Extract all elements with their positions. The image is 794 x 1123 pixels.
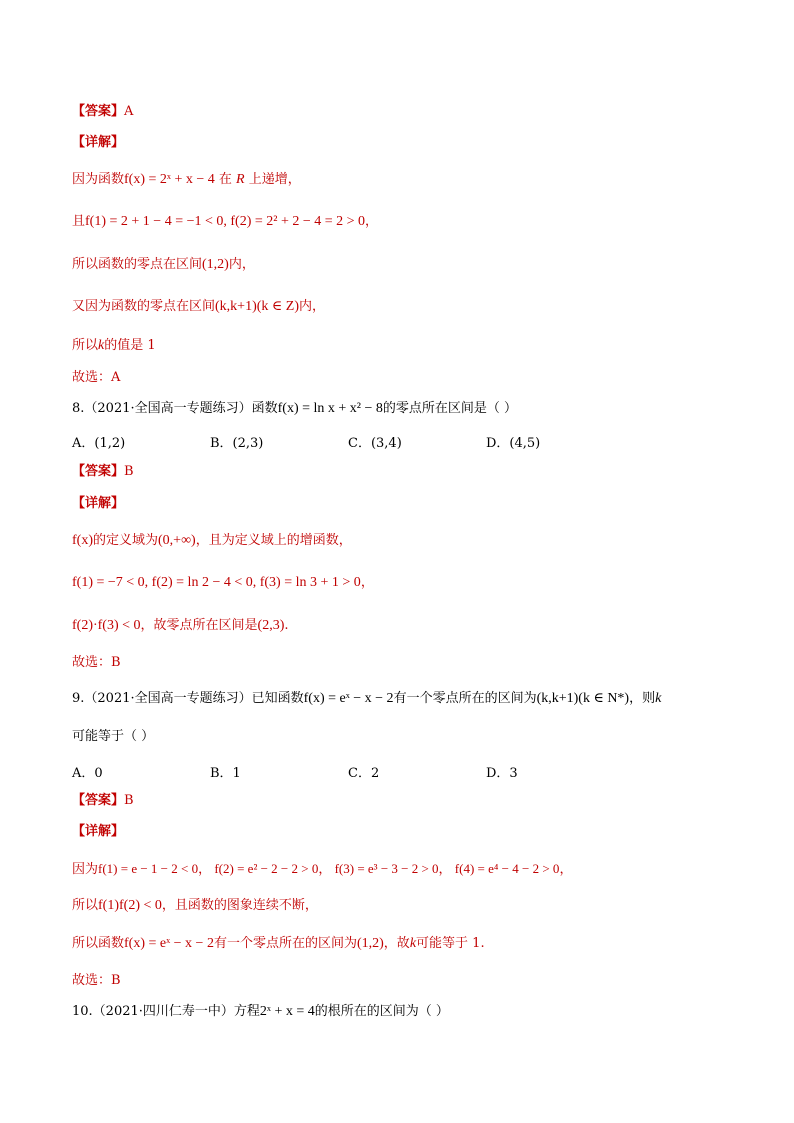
- option-a: A．0: [72, 766, 103, 781]
- option-c: C．(3,4): [348, 436, 402, 451]
- question-10-stem: 10.（2021·四川仁寿一中）方程2ˣ + x = 4的根所在的区间为（ ）: [72, 1004, 449, 1019]
- detail-tag: 【详解】: [72, 135, 125, 150]
- detail-line: f(2)·f(3) < 0，故零点所在区间是(2,3).: [72, 618, 289, 633]
- detail-tag-9: [72, 824, 124, 840]
- detail-line: 又因为函数的零点在区间(k,k+1)(k ∈ Z)内，: [72, 299, 325, 314]
- answer-line-8: [72, 464, 134, 480]
- option-c: C．2: [348, 766, 380, 781]
- answer-line-9: [72, 793, 134, 809]
- detail-line: 所以k的值是 1: [72, 338, 156, 353]
- detail-tag-8: [72, 496, 124, 512]
- detail-line: 因为f(1) = e − 1 − 2 < 0， f(2) = e² − 2 − 2 > 0， f(3) = e³ − 3 − 2 > 0， f(4) = e⁴ − 4 − 2 > 0，: [72, 861, 573, 877]
- choice-line: 故选：B: [72, 655, 121, 670]
- answer-line-1: [72, 104, 133, 120]
- detail-line: f(x)的定义域为(0,+∞)，且为定义域上的增函数，: [72, 533, 352, 548]
- detail-line: 所以函数的零点在区间(1,2)内，: [72, 257, 255, 272]
- question-9-stem-line2: 可能等于（ ）: [72, 729, 155, 744]
- option-b: B．1: [210, 766, 241, 781]
- choice-line: 故选：B: [72, 973, 121, 988]
- detail-tag: 【详解】: [72, 496, 125, 511]
- detail-line: 所以函数f(x) = eˣ − x − 2有一个零点所在的区间为(1,2)，故k可能等于 1.: [72, 936, 485, 951]
- detail-tag: 【详解】: [72, 824, 125, 839]
- detail-tag-1: [72, 135, 124, 151]
- detail-line: 且f(1) = 2 + 1 − 4 = −1 < 0, f(2) = 2² + 2 − 4 = 2 > 0，: [72, 214, 379, 229]
- detail-line: 因为函数f(x) = 2ˣ + x − 4 在 R 上递增，: [72, 172, 301, 187]
- answer-tag: 【答案】: [72, 464, 125, 479]
- answer-value: A: [124, 104, 134, 119]
- choice-line: 故选：A: [72, 370, 121, 385]
- answer-value: B: [124, 464, 134, 479]
- answer-value: B: [124, 793, 134, 808]
- option-d: D．3: [486, 766, 518, 781]
- question-9-stem: 9.（2021·全国高一专题练习）已知函数f(x) = eˣ − x − 2有一个零点所在的区间为(k,k+1)(k ∈ N*)，则k: [72, 691, 662, 706]
- detail-line: f(1) = −7 < 0, f(2) = ln 2 − 4 < 0, f(3) = ln 3 + 1 > 0，: [72, 575, 374, 590]
- answer-tag: 【答案】: [72, 104, 125, 119]
- option-b: B．(2,3): [210, 436, 264, 451]
- detail-line: 所以f(1)f(2) < 0，且函数的图象连续不断，: [72, 898, 318, 913]
- answer-tag: 【答案】: [72, 793, 125, 808]
- option-d: D．(4,5): [486, 436, 541, 451]
- option-a: A．(1,2): [72, 436, 126, 451]
- question-8-stem: 8.（2021·全国高一专题练习）函数f(x) = ln x + x² − 8的零点所在区间是（ ）: [72, 401, 518, 416]
